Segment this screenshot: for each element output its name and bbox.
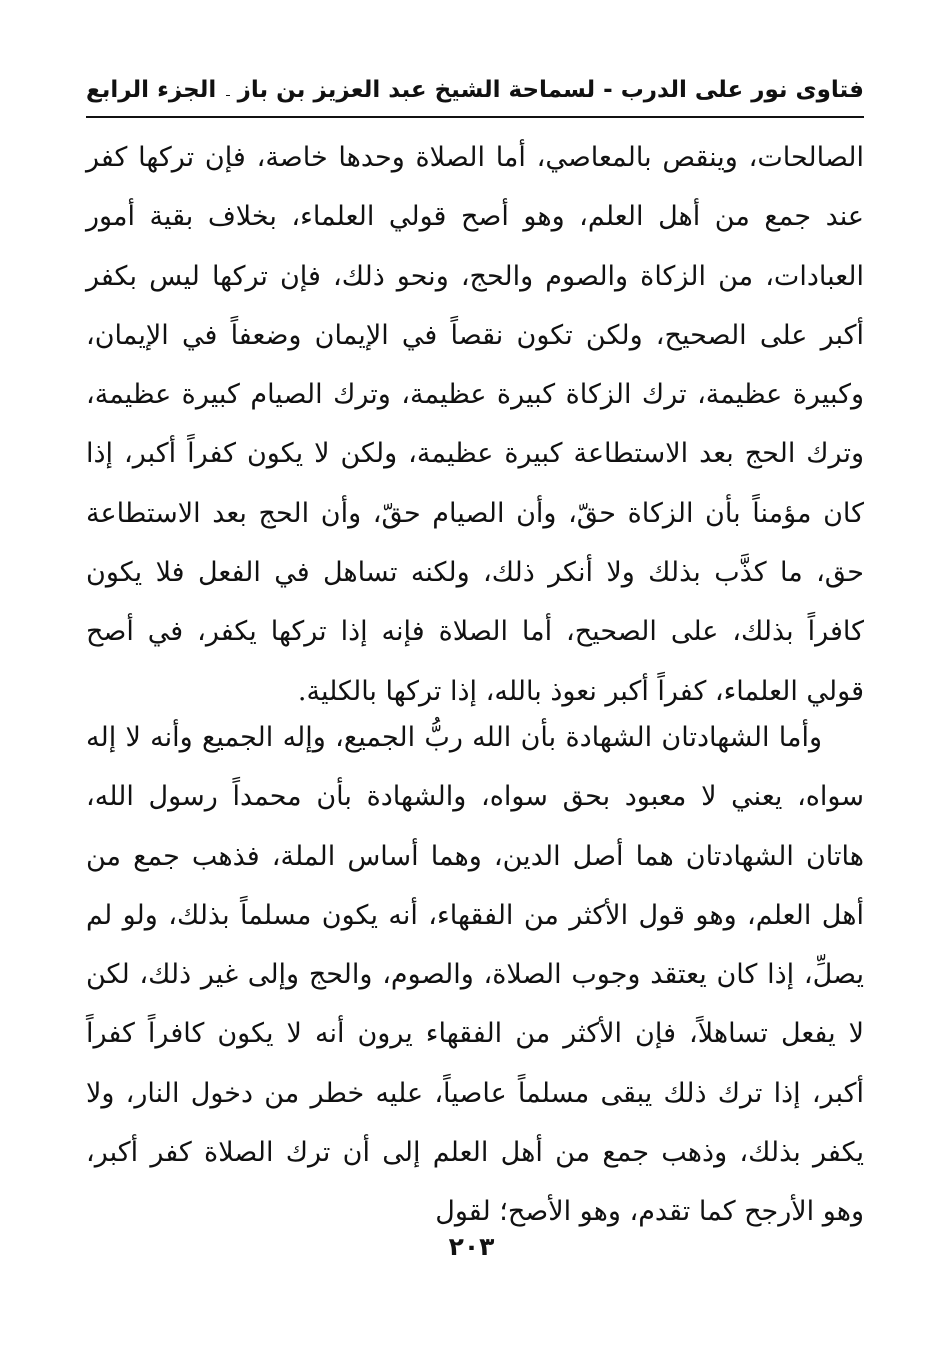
header-rule (86, 116, 864, 118)
header-book-title: فتاوى نور على الدرب (620, 77, 864, 103)
body-paragraph: وأما الشهادتان الشهادة بأن الله ربُّ الجميع، وإله الجميع وأنه لا إله سواه، يعني لا معبود بحق سواه، والشهادة بأن محمداً رسول الله، هاتان الشهادتان هما أصل الدين، وهما أساس الملة، فذهب جمع من أهل العلم، وهو قول الأكثر من الفقهاء، أنه يكون مسلماً بذلك، ولو لم يصلِّ، إذا كان يعتقد وجوب الصلاة، والصوم، والحج وإلى غير ذلك، لكن لا يفعل تساهلاً، فإن الأكثر من الفقهاء يرون أنه لا يكون كافراً كفراً أكبر، إذا ترك ذلك يبقى مسلماً عاصياً، عليه خطر من دخول النار، ولا يكفر بذلك، وذهب جمع من أهل العلم إلى أن ترك الصلاة كفر أكبر، وهو الأرجح كما تقدم، وهو الأصح؛ لقول (86, 722, 864, 1228)
header-dash-line (226, 95, 229, 96)
header-separator: - (603, 77, 613, 103)
running-header (86, 66, 864, 114)
header-part: الجزء الرابع (86, 77, 217, 103)
body-paragraph: الصالحات، وينقص بالمعاصي، أما الصلاة وحدها خاصة، فإن تركها كفر عند جمع من أهل العلم، وهو أصح قولي العلماء، بخلاف بقية أمور العبادات، من الزكاة والصوم والحج، ونحو ذلك، فإن تركها ليس بكفر أكبر على الصحيح، ولكن تكون نقصاً في الإيمان وضعفاً في الإيمان، وكبيرة عظيمة، ترك الزكاة كبيرة عظيمة، وترك الصيام كبيرة عظيمة، وترك الحج بعد الاستطاعة كبيرة عظيمة، ولكن لا يكون كفراً أكبر، إذا كان مؤمناً بأن الزكاة حقّ، وأن الصيام حقّ، وأن الحج بعد الاستطاعة حق، ما كذَّب بذلك ولا أنكر ذلك، ولكنه تساهل في الفعل فلا يكون كافراً بذلك، على الصحيح، أما الصلاة فإنه إذا تركها يكفر، في أصح قولي العلماء، كفراً أكبر نعوذ بالله، إذا تركها بالكلية. (86, 142, 864, 707)
page-number: ٢٠٣ (448, 1232, 495, 1261)
header-author: لسماحة الشيخ عبد العزيز بن باز (237, 77, 596, 103)
